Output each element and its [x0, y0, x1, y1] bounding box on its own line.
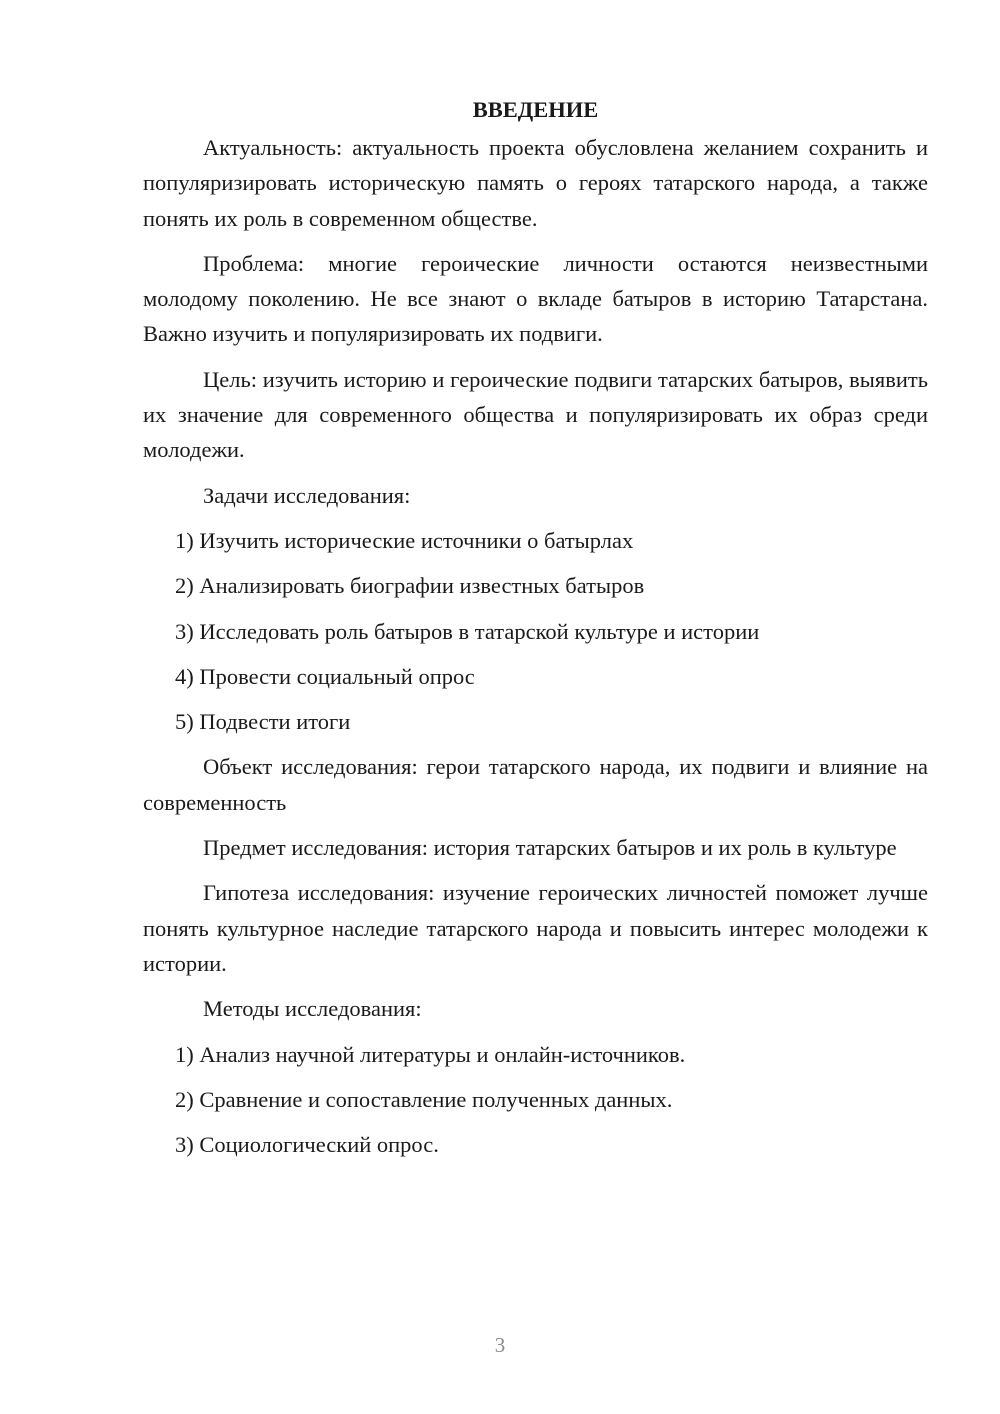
- methods-list: [143, 1037, 928, 1163]
- tasks-label: Задачи исследования:: [203, 482, 411, 508]
- page-number: 3: [494, 1333, 506, 1357]
- list-item: 1) Анализ научной литературы и онлайн-источников.: [175, 1041, 686, 1067]
- goal-paragraph: Цель: изучить историю и героические подвиги татарских батыров, выявить их значение для современного общества и популяризировать их образ среди молодежи.: [143, 366, 928, 463]
- list-item: 4) Провести социальный опрос: [175, 663, 475, 689]
- list-item: 2) Сравнение и сопоставление полученных данных.: [175, 1086, 673, 1112]
- object-paragraph: Объект исследования: герои татарского народа, их подвиги и влияние на современность: [143, 754, 928, 815]
- tasks-list: [143, 523, 928, 739]
- list-item: 2) Анализировать биографии известных батыров: [175, 573, 645, 599]
- document-page: [143, 92, 928, 1162]
- list-item: 3) Социологический опрос.: [175, 1132, 439, 1158]
- hypothesis-paragraph: Гипотеза исследования: изучение героических личностей поможет лучше понять культурное наследие татарского народа и повысить интерес молодежи к истории.: [143, 880, 928, 976]
- subject-paragraph: Предмет исследования: история татарских батыров и их роль в культуре: [203, 835, 897, 861]
- list-item: 5) Подвести итоги: [175, 709, 351, 735]
- list-item: 3) Исследовать роль батыров в татарской культуре и истории: [175, 618, 760, 644]
- list-item: 1) Изучить исторические источники о батырлах: [175, 527, 634, 553]
- problem-paragraph: Проблема: многие героические личности остаются неизвестными молодому поколению. Не все знают о вкладе батыров в историю Татарстана. Важно изучить и популяризировать их подвиги.: [143, 250, 928, 347]
- actuality-paragraph: Актуальность: актуальность проекта обусловлена желанием сохранить и популяризировать историческую память о героях татарского народа, а также понять их роль в современном обществе.: [143, 135, 928, 231]
- section-heading: ВВЕДЕНИЕ: [472, 97, 599, 122]
- methods-label: Методы исследования:: [203, 996, 422, 1022]
